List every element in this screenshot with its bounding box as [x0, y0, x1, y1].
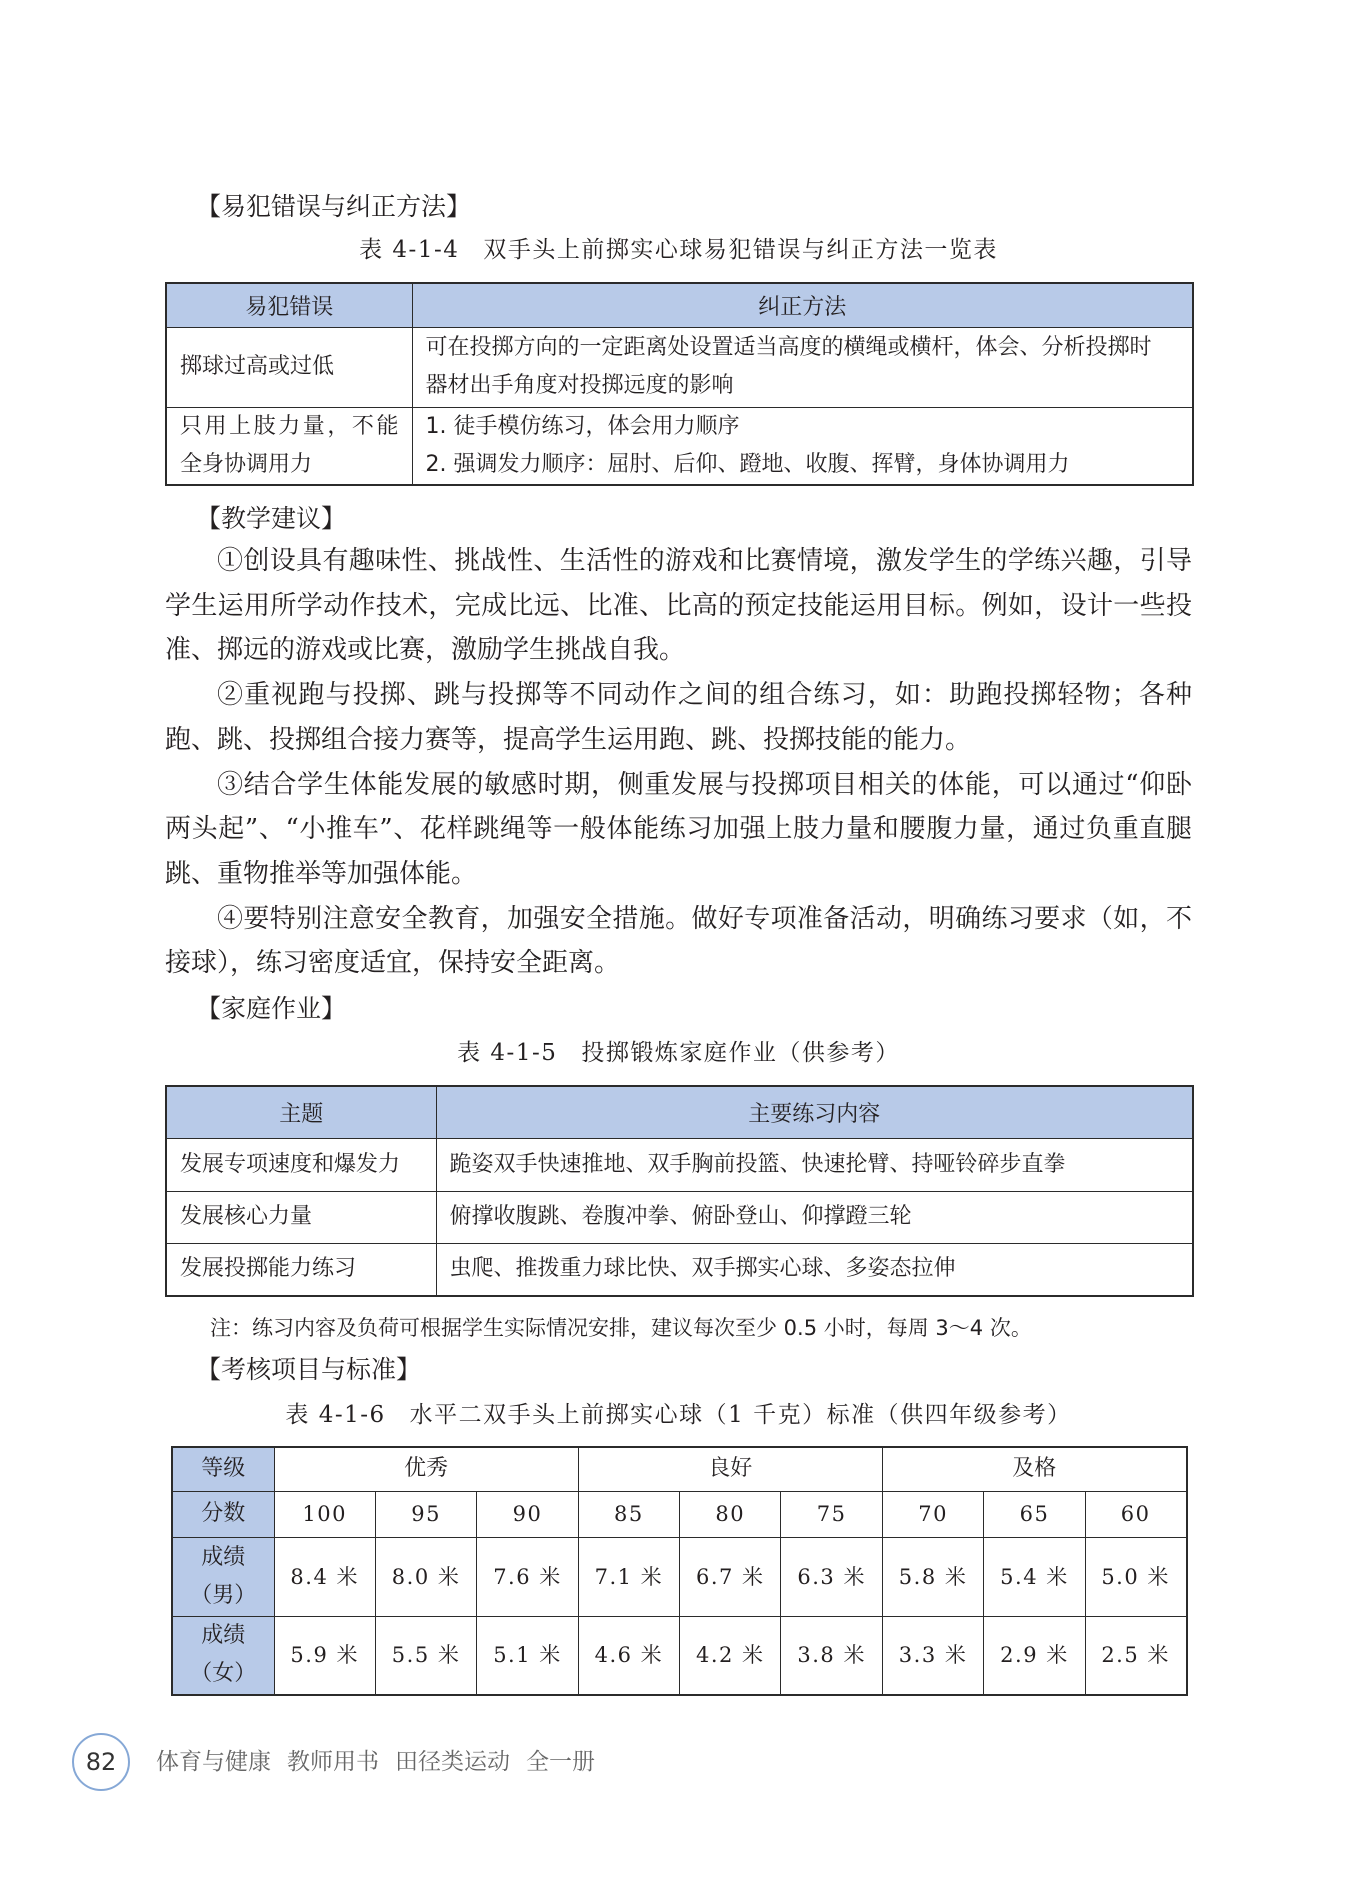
- content-cell: 俯撑收腹跳、卷腹冲拳、俯卧登山、仰撑蹬三轮: [436, 1191, 1193, 1243]
- column-header-fix: 纠正方法: [412, 283, 1193, 327]
- fix-cell: [412, 327, 1193, 407]
- female-result-row: [172, 1616, 1187, 1695]
- grade-label: 等级: [172, 1447, 274, 1491]
- heading-common-errors: 【易犯错误与纠正方法】: [196, 192, 472, 221]
- fix-line: 器材出手角度对投掷远度的影响: [425, 373, 734, 398]
- table2-caption: [165, 1038, 1192, 1068]
- errors-table: [165, 282, 1194, 486]
- table-row: [166, 1191, 1193, 1243]
- female-result-cell: 4.2 米: [680, 1616, 781, 1695]
- table-header-row: [166, 1086, 1193, 1138]
- footer-part: 教师用书: [287, 1749, 379, 1775]
- female-result-cell: 5.1 米: [477, 1616, 578, 1695]
- row-label-male: [172, 1537, 274, 1616]
- male-result-cell: 5.0 米: [1085, 1537, 1186, 1616]
- table3-caption: [165, 1400, 1192, 1430]
- row-label-female: [172, 1616, 274, 1695]
- error-cell: [166, 407, 412, 485]
- table1-caption: [165, 235, 1192, 265]
- fix-line: 2. 强调发力顺序：屈肘、后仰、蹬地、收腹、挥臂，身体协调用力: [425, 451, 1070, 477]
- male-result-cell: 5.4 米: [984, 1537, 1085, 1616]
- theme-cell: 发展投掷能力练习: [166, 1243, 436, 1296]
- male-result-cell: 7.1 米: [578, 1537, 679, 1616]
- table2-number: 表 4-1-5: [457, 1040, 558, 1066]
- female-result-cell: 3.8 米: [781, 1616, 882, 1695]
- female-result-cell: 5.9 米: [274, 1616, 375, 1695]
- teaching-paragraphs: [165, 539, 1192, 986]
- grade-pass: 及格: [882, 1447, 1186, 1491]
- female-result-cell: 4.6 米: [578, 1616, 679, 1695]
- theme-cell: 发展专项速度和爆发力: [166, 1138, 436, 1191]
- fix-line: 可在投掷方向的一定距离处设置适当高度的横绳或横杆，体会、分析投掷时: [425, 335, 1152, 360]
- male-result-cell: 8.4 米: [274, 1537, 375, 1616]
- footer-part: 全一册: [526, 1749, 595, 1775]
- table-row: [166, 407, 1193, 485]
- grade-excellent: 优秀: [274, 1447, 578, 1491]
- theme-cell: 发展核心力量: [166, 1191, 436, 1243]
- female-result-cell: 2.5 米: [1085, 1616, 1186, 1695]
- table1-number: 表 4-1-4: [359, 237, 460, 263]
- row-label-text: 成绩: [201, 1623, 246, 1649]
- female-result-cell: 5.5 米: [375, 1616, 476, 1695]
- book-title-footer: [156, 1746, 611, 1778]
- score-cell: 80: [680, 1491, 781, 1537]
- score-label: 分数: [172, 1491, 274, 1537]
- score-cell: 65: [984, 1491, 1085, 1537]
- row-label-gender: （男）: [190, 1582, 257, 1608]
- content-cell: 虫爬、推拨重力球比快、双手掷实心球、多姿态拉伸: [436, 1243, 1193, 1296]
- table-row: [166, 327, 1193, 407]
- fix-line: 1. 徒手模仿练习，体会用力顺序: [425, 413, 740, 439]
- table-row: [166, 1138, 1193, 1191]
- column-header-error: 易犯错误: [166, 283, 412, 327]
- male-result-cell: 5.8 米: [882, 1537, 983, 1616]
- grade-row: [172, 1447, 1187, 1491]
- content-cell: 跪姿双手快速推地、双手胸前投篮、快速抡臂、持哑铃碎步直拳: [436, 1138, 1193, 1191]
- male-result-cell: 8.0 米: [375, 1537, 476, 1616]
- paragraph: ①创设具有趣味性、挑战性、生活性的游戏和比赛情境，激发学生的学练兴趣，引导学生运用所学动作技术，完成比远、比准、比高的预定技能运用目标。例如，设计一些投准、掷远的游戏或比赛，激励学生挑战自我。: [165, 546, 1192, 666]
- column-header-content: 主要练习内容: [436, 1086, 1193, 1138]
- score-cell: 60: [1085, 1491, 1186, 1537]
- homework-table: [165, 1085, 1194, 1297]
- error-text: 掷球过高或过低: [180, 354, 335, 379]
- heading-assessment: 【考核项目与标准】: [196, 1355, 422, 1384]
- male-result-cell: 6.7 米: [680, 1537, 781, 1616]
- male-result-cell: 6.3 米: [781, 1537, 882, 1616]
- table-row: [166, 1243, 1193, 1296]
- score-row: [172, 1491, 1187, 1537]
- table2-title: 投掷锻炼家庭作业（供参考）: [581, 1040, 900, 1066]
- column-header-theme: 主题: [166, 1086, 436, 1138]
- table3-title: 水平二双手头上前掷实心球（1 千克）标准（供四年级参考）: [409, 1402, 1072, 1428]
- fix-cell: [412, 407, 1193, 485]
- page-number: 82: [72, 1733, 130, 1791]
- row-label-text: 成绩: [201, 1544, 246, 1570]
- score-cell: 100: [274, 1491, 375, 1537]
- paragraph: ④要特别注意安全教育，加强安全措施。做好专项准备活动，明确练习要求（如，不接球），练习密度适宜，保持安全距离。: [165, 903, 1192, 979]
- row-label-gender: （女）: [190, 1661, 257, 1687]
- heading-teaching-suggestions: 【教学建议】: [196, 504, 347, 533]
- table1-title: 双手头上前掷实心球易犯错误与纠正方法一览表: [483, 237, 998, 263]
- error-text: 只用上肢力量，不能: [180, 413, 399, 439]
- score-cell: 70: [882, 1491, 983, 1537]
- male-result-cell: 7.6 米: [477, 1537, 578, 1616]
- score-cell: 75: [781, 1491, 882, 1537]
- score-cell: 95: [375, 1491, 476, 1537]
- error-text: 全身协调用力: [180, 451, 313, 477]
- paragraph: ②重视跑与投掷、跳与投掷等不同动作之间的组合练习，如：助跑投掷轻物；各种跑、跳、投掷组合接力赛等，提高学生运用跑、跳、投掷技能的能力。: [165, 680, 1192, 755]
- assessment-table: [171, 1446, 1188, 1696]
- error-cell: [166, 327, 412, 407]
- grade-good: 良好: [578, 1447, 882, 1491]
- male-result-row: [172, 1537, 1187, 1616]
- score-cell: 85: [578, 1491, 679, 1537]
- footer-part: 田径类运动: [395, 1749, 510, 1775]
- heading-homework: 【家庭作业】: [196, 994, 347, 1023]
- score-cell: 90: [477, 1491, 578, 1537]
- footer-part: 体育与健康: [156, 1749, 271, 1775]
- homework-note: 注：练习内容及负荷可根据学生实际情况安排，建议每次至少 0.5 小时，每周 3～4 次。: [210, 1316, 1032, 1340]
- paragraph: ③结合学生体能发展的敏感时期，侧重发展与投掷项目相关的体能，可以通过“仰卧两头起”、“小推车”、花样跳绳等一般体能练习加强上肢力量和腰腹力量，通过负重直腿跳、重物推举等加强体能。: [165, 769, 1192, 889]
- female-result-cell: 2.9 米: [984, 1616, 1085, 1695]
- table-header-row: [166, 283, 1193, 327]
- female-result-cell: 3.3 米: [882, 1616, 983, 1695]
- table3-number: 表 4-1-6: [285, 1402, 386, 1428]
